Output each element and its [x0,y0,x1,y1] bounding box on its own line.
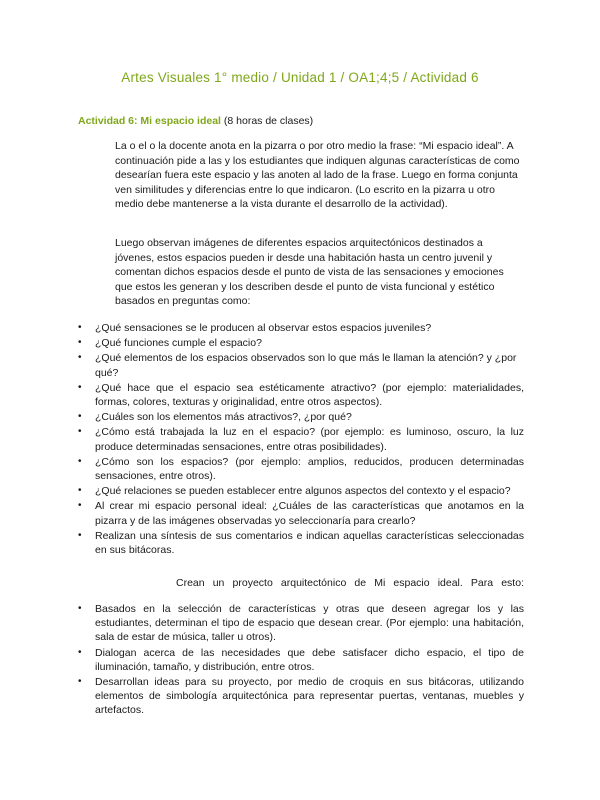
list-item: • ¿Cómo está trabajada la luz en el espacio? (por ejemplo: es luminoso, oscuro, la luz produce determinadas sensaciones, entre otras posibilidades). [78,426,524,453]
list-item: • Desarrollan ideas para su proyecto, por medio de croquis en sus bitácoras, utilizando elementos de simbología arquitectónica para representar puertas, ventanas, muebles y artefactos. [78,676,524,717]
bullet-icon: • [78,426,82,438]
list-item: • Al crear mi espacio personal ideal: ¿Cuáles de las características que anotamos en la pizarra y de las imágenes observadas yo seleccionaría para crearlo? [78,500,524,527]
bullet-icon: • [78,411,82,423]
intro-paragraph: La o el o la docente anota en la pizarra o por otro medio la frase: “Mi espacio ideal”. A continuación pide a las y los estudiantes que indiquen algunas características de como desearían fuera este espacio y las anoten al lado de la frase. Luego en forma conjunta ven similitudes y diferencias entre lo que indicaron. (Lo escrito en la pizarra u otro medio debe mantenerse a la vista durante el desarrollo de la actividad). [115,140,520,211]
list-item: • ¿Qué funciones cumple el espacio? [78,337,262,350]
list-item: • ¿Qué hace que el espacio sea estéticamente atractivo? (por ejemplo: materialidades, formas, colores, texturas y originalidad, entre otros aspectos). [78,381,524,409]
list-item: • ¿Qué elementos de los espacios observados son lo que más le llaman la atención? y ¿por qué? [78,352,517,379]
header-title: Artes Visuales 1° medio / Unidad 1 / OA1;4;5 / Actividad 6 [121,70,479,85]
activity-heading [78,115,313,127]
bullet-icon: • [78,603,82,614]
list-item: • ¿Cómo son los espacios? (por ejemplo: amplios, reducidos, producen determinadas sensaciones, entre otros). [78,455,524,483]
bullet-icon: • [78,485,82,497]
bullet-icon: • [78,646,82,658]
activity-title: Actividad 6: Mi espacio ideal [78,115,221,127]
project-intro-line: Crean un proyecto arquitectónico de Mi espacio ideal. Para esto: [176,577,524,589]
bullet-icon: • [78,352,82,364]
bullet-icon: • [78,322,82,333]
list-item: • ¿Qué sensaciones se le producen al observar estos espacios juveniles? [78,322,432,334]
activity-duration: (8 horas de clases) [223,115,314,127]
bullet-icon: • [78,529,82,541]
list-item: • Basados en la selección de características y otras que deseen agregar los y las estudiantes, determinan el tipo de espacio que desean crear. (Por ejemplo: una habitación, sala de estar de música, taller u otros). [78,603,524,644]
list-item: • ¿Qué relaciones se pueden establecer entre algunos aspectos del contexto y el espacio? [78,485,511,498]
bullet-icon: • [78,500,82,512]
bullet-icon: • [78,455,82,467]
list-item: • Dialogan acerca de las necesidades que debe satisfacer dicho espacio, el tipo de iluminación, tamaño, y distribución, entre otros. [78,646,524,673]
bullet-icon: • [78,676,82,688]
bullet-icon: • [78,337,82,349]
page-header [0,70,600,85]
list-item: • Realizan una síntesis de sus comentarios e indican aquellas características seleccionadas en sus bitácoras. [78,529,524,557]
observation-paragraph: Luego observan imágenes de diferentes espacios arquitectónicos destinados a jóvenes, estos espacios pueden ir desde una habitación hasta un centro juvenil y comentan dichos espacios desde el punto de vista de las sensaciones y emociones que estos les generan y los describen desde el punto de vista funcional y estético basados en preguntas como: [115,237,504,308]
questions-list [78,321,524,558]
bullet-icon: • [78,381,82,393]
list-item: • ¿Cuáles son los elementos más atractivos?, ¿por qué? [78,411,352,424]
steps-list [78,602,524,719]
